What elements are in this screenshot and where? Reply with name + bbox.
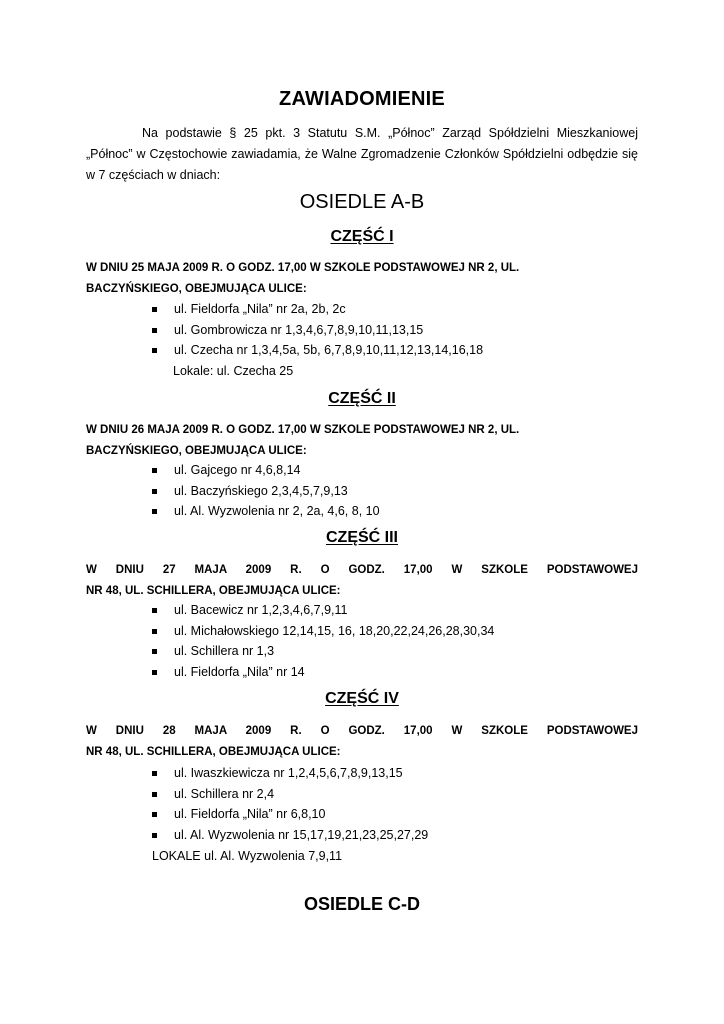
intro-paragraph: Na podstawie § 25 pkt. 3 Statutu S.M. „Północ” Zarząd Spółdzielni Mieszkaniowej „Północ” w Częstochowie zawiadamia, że Walne Zgromadzenie Członków Spółdzielni odbędzie się w 7 częściach w dniach: [86,126,638,182]
bullet-icon [152,468,157,473]
part-2-street-list [152,460,380,522]
bullet-icon [152,307,157,312]
part-1-street-list [152,299,483,361]
bullet-icon [152,629,157,634]
part-2-date-line1: W DNIU 26 MAJA 2009 R. O GODZ. 17,00 W SZKOLE PODSTAWOWEJ NR 2, UL. [86,424,520,436]
bullet-icon [152,489,157,494]
list-item: ul. Iwaszkiewicza nr 1,2,4,5,6,7,8,9,13,15 [152,763,428,784]
part-1-date [86,258,638,299]
list-item: ul. Schillera nr 1,3 [152,641,494,662]
document-title: ZAWIADOMIENIE [279,88,445,110]
part-1-date-line2: BACZYŃSKIEGO, OBEJMUJĄCA ULICE: [86,282,307,295]
part-1-date-line1: W DNIU 25 MAJA 2009 R. O GODZ. 17,00 W SZKOLE PODSTAWOWEJ NR 2, UL. [86,262,520,274]
part-2-heading: CZĘŚĆ II [328,390,396,407]
list-item: ul. Al. Wyzwolenia nr 15,17,19,21,23,25,27,29 [152,825,428,846]
part-4-date-line2: NR 48, UL. SCHILLERA, OBEJMUJĄCA ULICE: [86,745,341,758]
part-4-heading: CZĘŚĆ IV [325,690,399,707]
part-4-date-line1: W DNIU 28 MAJA 2009 R. O GODZ. 17,00 W SZKOLE PODSTAWOWEJ [86,725,638,737]
part-3-date [86,560,638,601]
list-item: ul. Fieldorfa „Nila” nr 14 [152,662,494,683]
bullet-icon [152,348,157,353]
list-item: ul. Czecha nr 1,3,4,5a, 5b, 6,7,8,9,10,11,12,13,14,16,18 [152,340,483,361]
list-item: ul. Gajcego nr 4,6,8,14 [152,460,380,481]
list-item: ul. Gombrowicza nr 1,3,4,6,7,8,9,10,11,13,15 [152,320,483,341]
part-1-note: Lokale: ul. Czecha 25 [173,364,294,378]
list-item: ul. Michałowskiego 12,14,15, 16, 18,20,22,24,26,28,30,34 [152,621,494,642]
list-item: ul. Baczyńskiego 2,3,4,5,7,9,13 [152,481,380,502]
estate-cd-heading: OSIEDLE C-D [303,894,420,914]
list-item: ul. Bacewicz nr 1,2,3,4,6,7,9,11 [152,600,494,621]
bullet-icon [152,328,157,333]
list-item: ul. Schillera nr 2,4 [152,784,428,805]
part-3-date-line2: NR 48, UL. SCHILLERA, OBEJMUJĄCA ULICE: [86,584,341,597]
bullet-icon [152,509,157,514]
list-item: ul. Fieldorfa „Nila” nr 6,8,10 [152,804,428,825]
bullet-icon [152,608,157,613]
part-2-date [86,420,638,461]
bullet-icon [152,833,157,838]
part-1-heading: CZĘŚĆ I [330,228,394,245]
bullet-icon [152,649,157,654]
bullet-icon [152,792,157,797]
estate-ab-heading: OSIEDLE A-B [299,191,425,213]
bullet-icon [152,670,157,675]
bullet-icon [152,812,157,817]
part-3-street-list [152,600,494,682]
part-3-date-line1: W DNIU 27 MAJA 2009 R. O GODZ. 17,00 W SZKOLE PODSTAWOWEJ [86,564,638,576]
part-4-street-list [152,763,428,845]
part-4-date [86,721,638,762]
part-4-note: LOKALE ul. Al. Wyzwolenia 7,9,11 [152,849,343,863]
list-item: ul. Fieldorfa „Nila” nr 2a, 2b, 2c [152,299,483,320]
part-3-heading: CZĘŚĆ III [325,529,398,546]
list-item: ul. Al. Wyzwolenia nr 2, 2a, 4,6, 8, 10 [152,501,380,522]
part-2-date-line2: BACZYŃSKIEGO, OBEJMUJĄCA ULICE: [86,444,307,457]
bullet-icon [152,771,157,776]
